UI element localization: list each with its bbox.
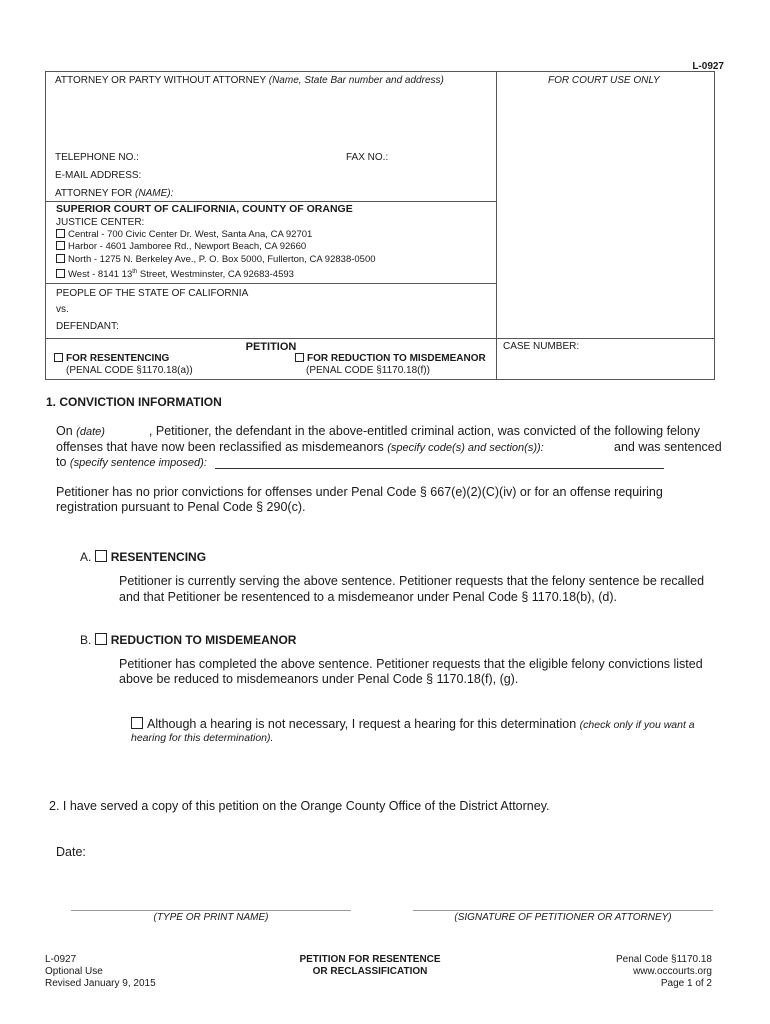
checkbox-west[interactable] bbox=[56, 269, 65, 278]
signature-line[interactable] bbox=[413, 910, 713, 911]
sentence-imposed-field[interactable] bbox=[215, 468, 664, 469]
checkbox-resentencing[interactable] bbox=[54, 353, 63, 362]
hearing-note: hearing for this determination). bbox=[131, 732, 274, 744]
checkbox-hearing[interactable] bbox=[131, 717, 143, 729]
people-label: PEOPLE OF THE STATE OF CALIFORNIA bbox=[56, 288, 249, 299]
section2-text: 2. I have served a copy of this petition on the Orange County Office of the District Attorney. bbox=[49, 799, 550, 813]
checkbox-option-a[interactable] bbox=[95, 550, 107, 562]
email-label[interactable]: E-MAIL ADDRESS: bbox=[55, 170, 142, 181]
justice-center-label: JUSTICE CENTER: bbox=[56, 217, 145, 228]
prior-line1: Petitioner has no prior convictions for offenses under Penal Code § 667(e)(2)(C)(iv) or for an offense requiring bbox=[56, 485, 663, 499]
option-reduction[interactable]: FOR REDUCTION TO MISDEMEANOR bbox=[295, 353, 486, 364]
checkbox-option-b[interactable] bbox=[95, 633, 107, 645]
option-a-heading[interactable]: A. RESENTENCING bbox=[80, 550, 207, 564]
footer-title-line2: OR RECLASSIFICATION bbox=[312, 966, 428, 977]
center-north[interactable]: North - 1275 N. Berkeley Ave., P. O. Box 5000, Fullerton, CA 92838-0500 bbox=[56, 254, 376, 266]
center-west[interactable]: West - 8141 13th Street, Westminster, CA 92683-4593 bbox=[56, 266, 376, 281]
footer-right bbox=[616, 954, 712, 990]
resentencing-code: (PENAL CODE §1170.18(a)) bbox=[66, 365, 193, 376]
checkbox-harbor[interactable] bbox=[56, 241, 65, 250]
option-a-line2: and that Petitioner be resentenced to a misdemeanor under Penal Code § 1170.18(b), (d). bbox=[119, 590, 617, 604]
name-line[interactable] bbox=[71, 910, 351, 911]
checkbox-reduction[interactable] bbox=[295, 353, 304, 362]
justice-center-list bbox=[56, 229, 376, 281]
prior-line2: registration pursuant to Penal Code § 290(c). bbox=[56, 500, 306, 514]
checkbox-north[interactable] bbox=[56, 254, 65, 263]
sentenced-label: and was sentenced bbox=[614, 440, 722, 454]
option-b-heading[interactable]: B. REDUCTION TO MISDEMEANOR bbox=[80, 633, 297, 647]
conviction-line2: offenses that have now been reclassified as misdemeanors (specify code(s) and section(s)): bbox=[56, 440, 544, 454]
fax-label[interactable]: FAX NO.: bbox=[346, 152, 389, 163]
center-harbor[interactable]: Harbor - 4601 Jamboree Rd., Newport Beach, CA 92660 bbox=[56, 241, 376, 253]
footer-title-line1: PETITION FOR RESENTENCE bbox=[299, 954, 441, 965]
reduction-code: (PENAL CODE §1170.18(f)) bbox=[306, 365, 430, 376]
footer-website[interactable]: www.occourts.org bbox=[633, 966, 712, 977]
checkbox-central[interactable] bbox=[56, 229, 65, 238]
footer-page-number: Page 1 of 2 bbox=[660, 978, 712, 989]
court-title: SUPERIOR COURT OF CALIFORNIA, COUNTY OF ORANGE bbox=[56, 203, 353, 215]
petition-title: PETITION bbox=[245, 341, 297, 353]
date-label[interactable]: Date: bbox=[56, 845, 86, 859]
divider-petition bbox=[45, 338, 715, 339]
option-a-line1: Petitioner is currently serving the above sentence. Petitioner requests that the felony sentence be recalled bbox=[119, 574, 705, 588]
center-central[interactable]: Central - 700 Civic Center Dr. West, Santa Ana, CA 92701 bbox=[56, 229, 376, 241]
court-use-divider bbox=[496, 71, 497, 380]
court-use-only: FOR COURT USE ONLY bbox=[548, 75, 660, 86]
divider-parties bbox=[45, 283, 497, 284]
footer-center bbox=[260, 954, 480, 978]
section1-heading: 1. CONVICTION INFORMATION bbox=[46, 395, 222, 409]
signature-caption: (SIGNATURE OF PETITIONER OR ATTORNEY) bbox=[454, 912, 672, 923]
footer-revised: Revised January 9, 2015 bbox=[45, 978, 156, 989]
attorney-header: ATTORNEY OR PARTY WITHOUT ATTORNEY (Name, State Bar number and address) bbox=[55, 75, 444, 86]
option-resentencing[interactable]: FOR RESENTENCING bbox=[54, 353, 169, 364]
defendant-label[interactable]: DEFENDANT: bbox=[56, 321, 119, 332]
attorney-for-label[interactable]: ATTORNEY FOR (NAME): bbox=[55, 188, 174, 199]
footer-penal-code: Penal Code §1170.18 bbox=[615, 954, 712, 965]
divider-court bbox=[45, 201, 497, 202]
conviction-line3: to (specify sentence imposed): bbox=[56, 455, 207, 469]
form-id: L-0927 bbox=[692, 61, 724, 72]
footer-form-id: L-0927 bbox=[45, 954, 77, 965]
telephone-label[interactable]: TELEPHONE NO.: bbox=[55, 152, 139, 163]
conviction-line1: On (date) , Petitioner, the defendant in the above-entitled criminal action, was convicted of the following felony bbox=[56, 424, 700, 438]
footer-optional-use: Optional Use bbox=[45, 966, 103, 977]
case-number-label[interactable]: CASE NUMBER: bbox=[503, 341, 580, 352]
hearing-request[interactable]: Although a hearing is not necessary, I request a hearing for this determination (check only if you want a bbox=[131, 717, 695, 731]
option-b-line1: Petitioner has completed the above sentence. Petitioner requests that the eligible felony convictions listed bbox=[119, 657, 703, 671]
name-caption: (TYPE OR PRINT NAME) bbox=[153, 912, 269, 923]
footer-left bbox=[45, 954, 156, 990]
vs-label: vs. bbox=[56, 304, 69, 315]
caption-frame bbox=[45, 71, 715, 380]
option-b-line2: above be reduced to misdemeanors under Penal Code § 1170.18(f), (g). bbox=[119, 672, 519, 686]
